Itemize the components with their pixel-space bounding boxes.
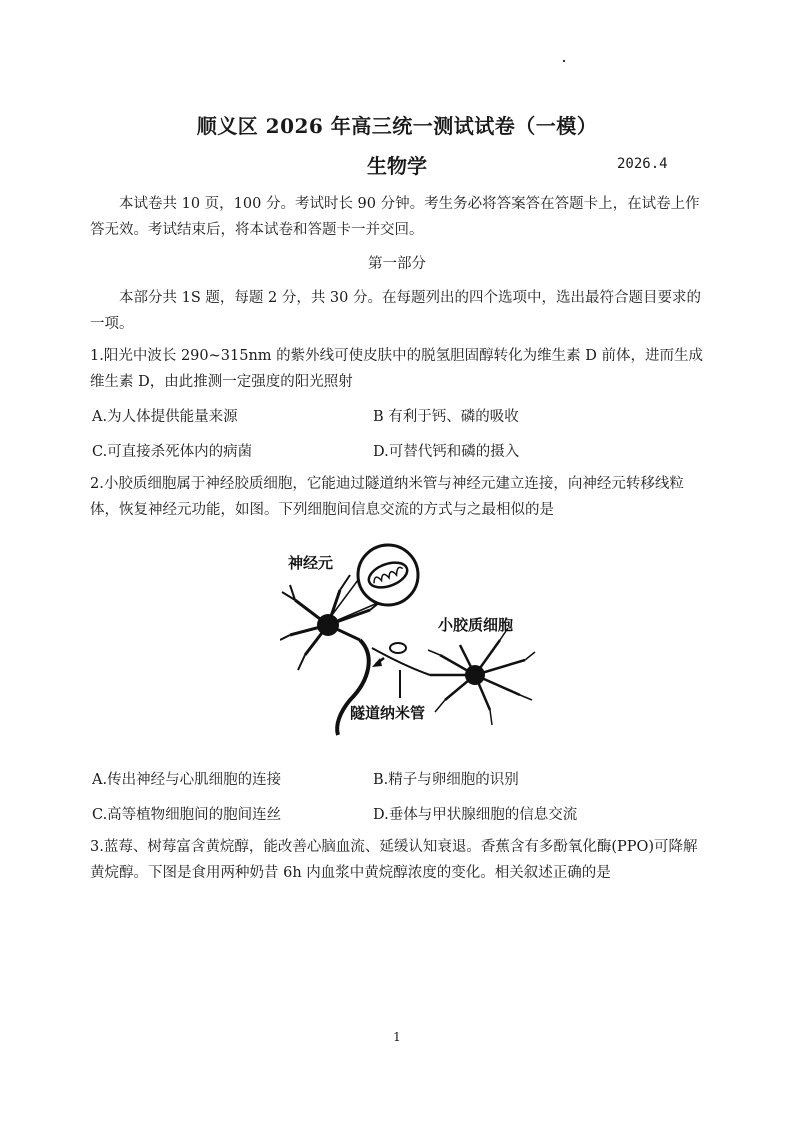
question-1-option-b: B 有利于钙、磷的吸收	[373, 409, 519, 425]
question-2-option-d: D.垂体与甲状腺细胞的信息交流	[373, 807, 578, 823]
section-instructions: 本部分共 1S 题，每题 2 分，共 30 分。在每题列出的四个选项中，选出最符合题目要求的一项。	[90, 290, 701, 332]
question-2-stem: 2.小胶质细胞属于神经胶质细胞，它能迪过隧道纳米管与神经元建立连接，向神经元转移线粒体，恢复神经元功能，如图。下列细胞间信息交流的方式与之最相似的是	[90, 476, 684, 518]
exam-title: 顺义区 2026 年高三统一测试试卷（一模）	[196, 114, 598, 138]
question-2-option-b: B.精子与卵细胞的识别	[373, 772, 519, 788]
question-1-option-d: D.可替代钙和磷的摄入	[373, 444, 520, 460]
question-1-option-a: A.为人体提供能量来源	[92, 409, 238, 425]
page-number: 1	[393, 1030, 401, 1044]
transferred-mitochondrion	[390, 643, 406, 653]
section-heading: 第一部分	[368, 256, 426, 272]
question-3-stem: 3.蓝莓、树莓富含黄烷醇，能改善心脑血流、延缓认知衰退。香蕉含有多酚氧化酶(PPO)可降解黄烷醇。下图是食用两种奶昔 6h 内血浆中黄烷醇浓度的变化。相关叙述正确的是	[90, 839, 698, 881]
label-neuron: 神经元	[288, 554, 334, 572]
question-2-option-c: C.高等植物细胞间的胞间连丝	[92, 807, 282, 823]
neuron-microglia-figure	[280, 540, 540, 740]
question-2-option-a: A.传出神经与心肌细胞的连接	[92, 772, 282, 788]
question-1-stem: 1.阳光中波长 290~315nm 的紫外线可使皮肤中的脱氢胆固醇转化为维生素 D 前体，进而生成维生素 D，由此推测一定强度的阳光照射	[90, 348, 703, 390]
label-nanotube: 隧道纳米管	[350, 704, 426, 722]
intro-paragraph: 本试卷共 10 页，100 分。考试时长 90 分钟。考生务必将答案答在答题卡上，在试卷上作答无效。考试结束后，将本试卷和答题卡一并交回。	[90, 196, 700, 238]
question-1-option-c: C.可直接杀死体内的病菌	[92, 444, 253, 460]
stray-dot	[563, 60, 565, 62]
exam-date: 2026.4	[617, 156, 668, 172]
subject-title: 生物学	[367, 154, 427, 178]
label-microglia: 小胶质细胞	[438, 616, 514, 634]
